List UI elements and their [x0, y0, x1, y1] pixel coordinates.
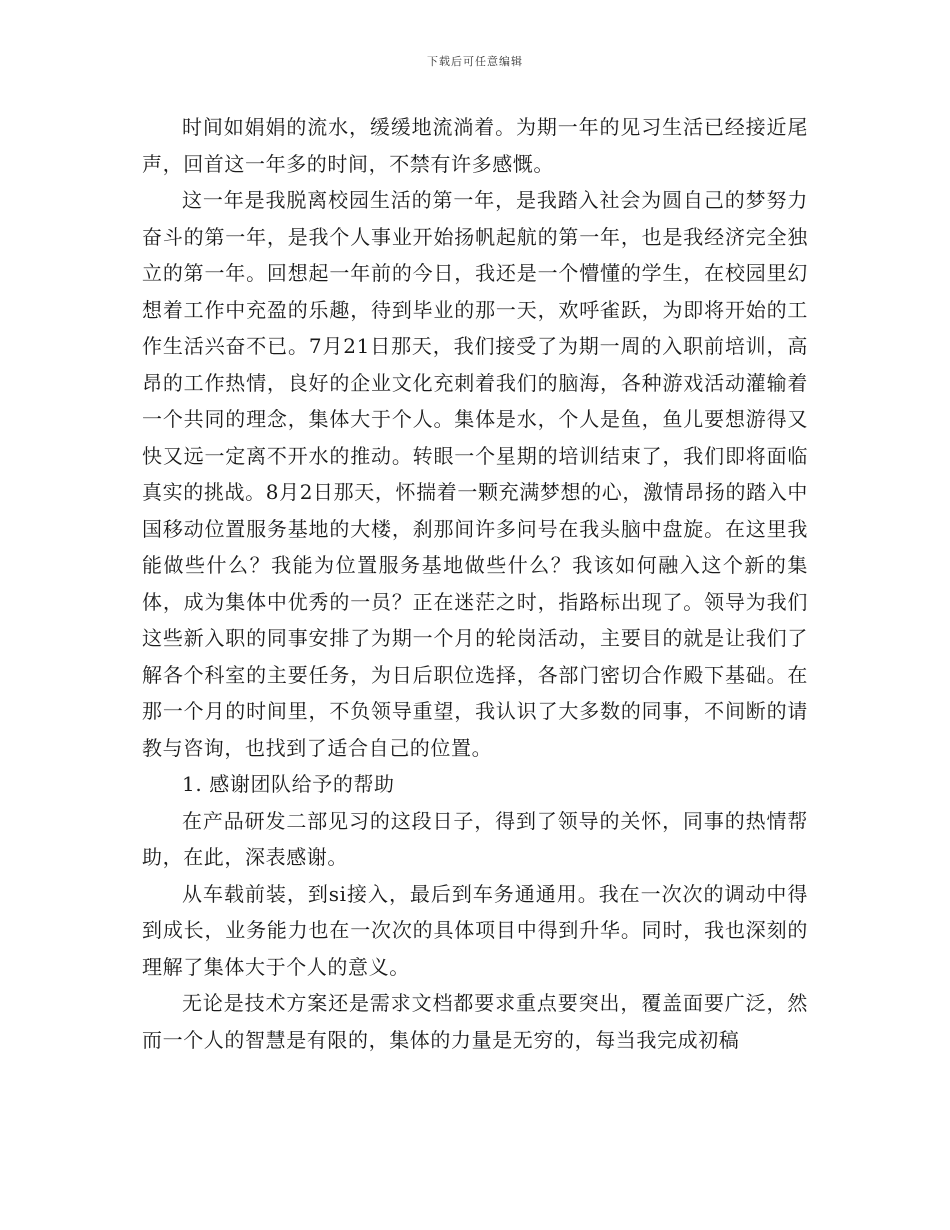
paragraph-teamwork: 无论是技术方案还是需求文档都要求重点要突出，覆盖面要广泛，然而一个人的智慧是有限的，集体的力量是无穷的，每当我完成初稿 [142, 991, 808, 1052]
paragraph-growth: 从车载前装，到si接入，最后到车务通通用。我在一次次的调动中得到成长，业务能力也在一次次的具体项目中得到升华。同时，我也深刻的理解了集体大于个人的意义。 [142, 881, 808, 979]
paragraph-intro: 时间如娟娟的流水，缓缓地流淌着。为期一年的见习生活已经接近尾声，回首这一年多的时间，不禁有许多感慨。 [142, 115, 808, 176]
page-header: 下载后可任意编辑 [427, 55, 523, 68]
paragraph-first-year: 这一年是我脱离校园生活的第一年，是我踏入社会为圆自己的梦努力奋斗的第一年，是我个人事业开始扬帆起航的第一年，也是我经济完全独立的第一年。回想起一年前的今日，我还是一个懵懂的学生，在校园里幻想着工作中充盈的乐趣，待到毕业的那一天，欢呼雀跃，为即将开始的工作生活兴奋不已。7月21日那天，我们接受了为期一周的入职前培训，高昂的工作热情，良好的企业文化充刺着我们的脑海，各种游戏活动灌输着一个共同的理念，集体大于个人。集体是水，个人是鱼，鱼儿要想游得又快又远一定离不开水的推动。转眼一个星期的培训结束了，我们即将面临真实的挑战。8月2日那天，怀揣着一颗充满梦想的心，激情昂扬的踏入中国移动位置服务基地的大楼，刹那间许多问号在我头脑中盘旋。在这里我能做些什么？我能为位置服务基地做些什么？我该如何融入这个新的集体，成为集体中优秀的一员？正在迷茫之时，指路标出现了。领导为我们这些新入职的同事安排了为期一个月的轮岗活动，主要目的就是让我们了解各个科室的主要任务，为日后职位选择，各部门密切合作殿下基础。在那一个月的时间里，不负领导重望，我认识了大多数的同事，不间断的请教与咨询，也找到了适合自己的位置。 [142, 188, 808, 760]
paragraph-gratitude: 在产品研发二部见习的这段日子，得到了领导的关怀，同事的热情帮助，在此，深表感谢。 [142, 808, 808, 869]
document-body [142, 109, 808, 1058]
section-heading-thanks: 1. 感谢团队给予的帮助 [182, 772, 395, 796]
